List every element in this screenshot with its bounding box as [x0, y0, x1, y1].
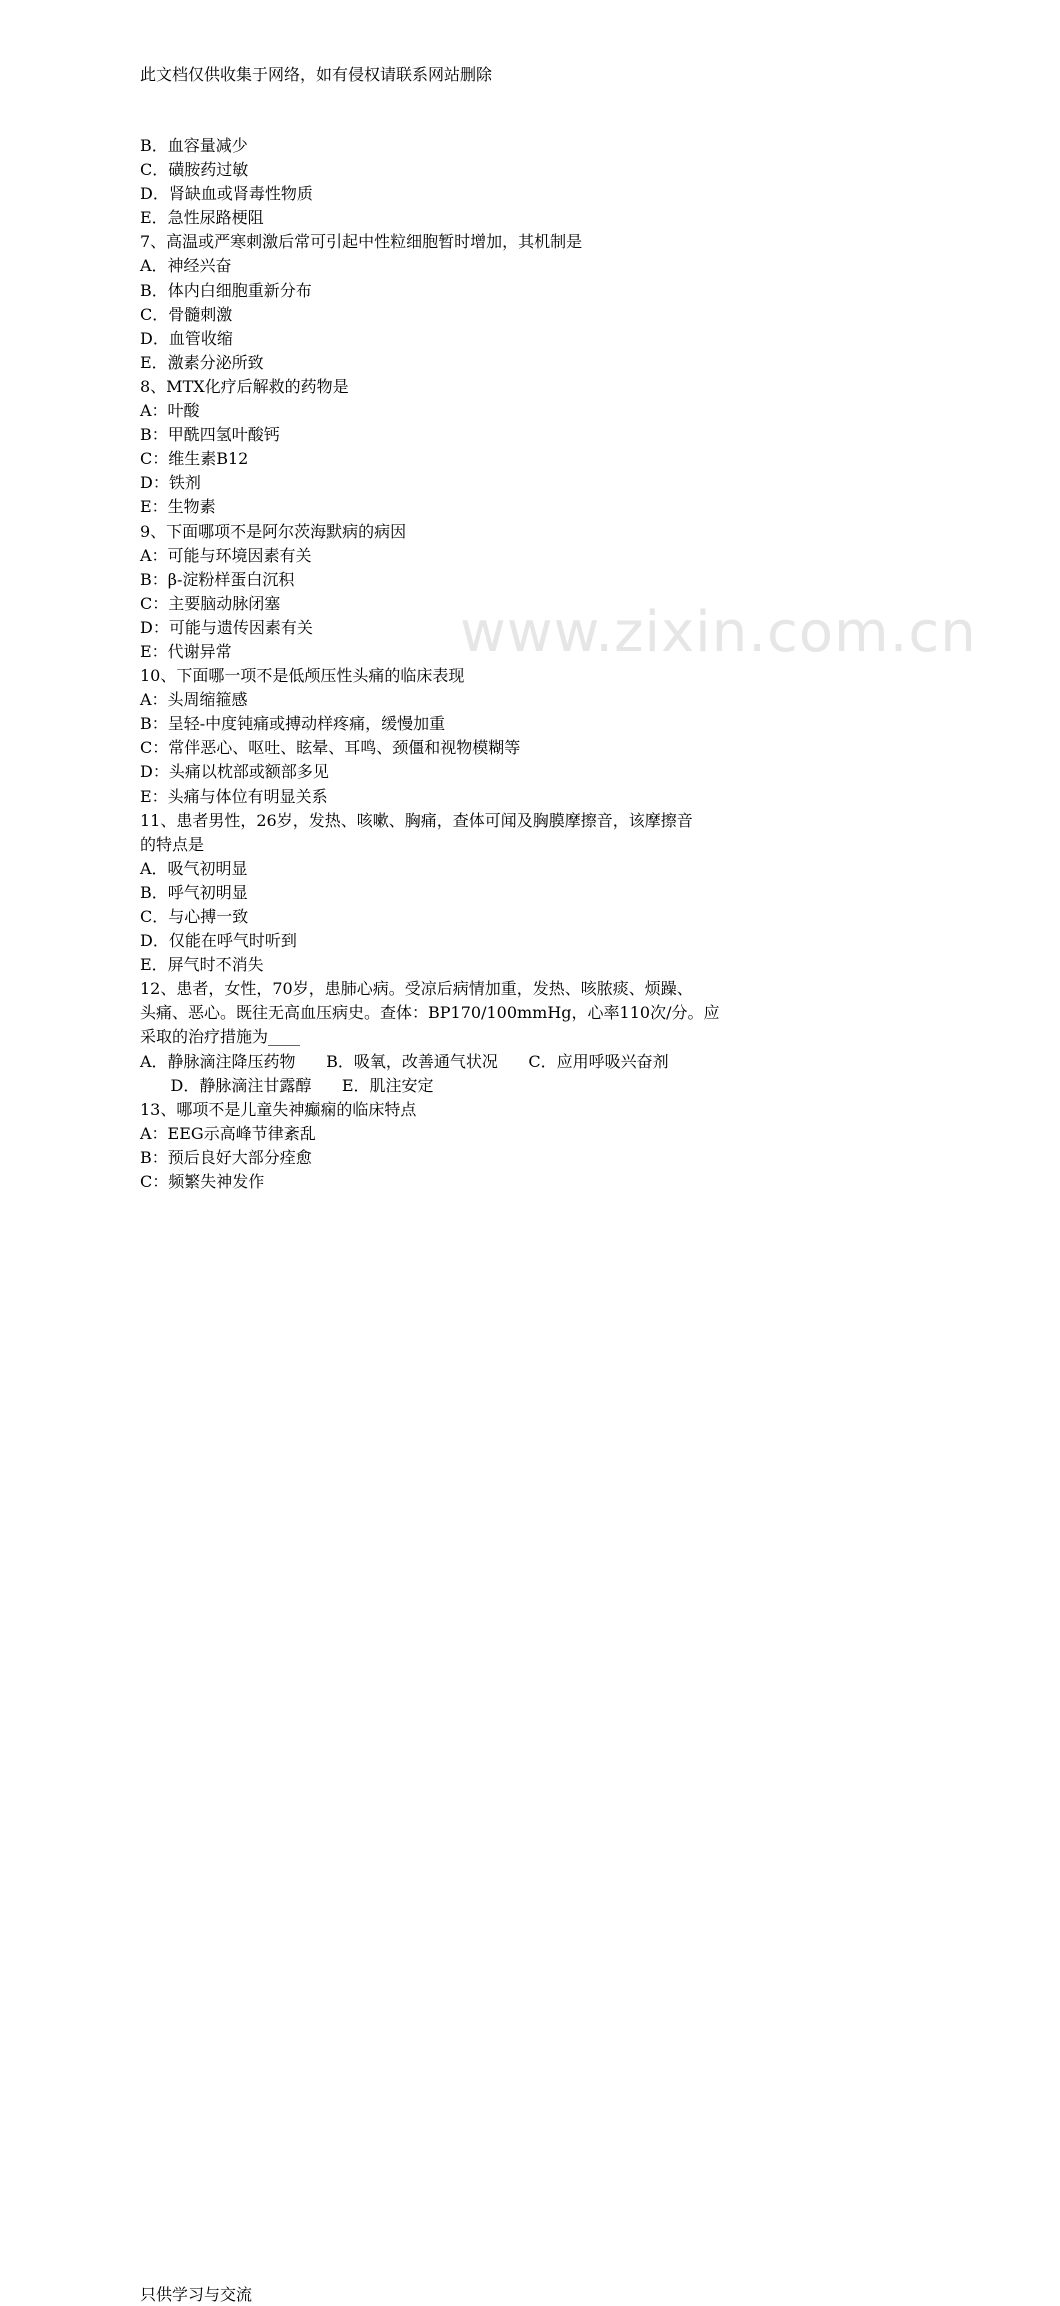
text-line: C：频繁失神发作 [140, 1172, 265, 1192]
text-line: E．激素分泌所致 [140, 352, 264, 372]
text-line: C：常伴恶心、呕吐、眩晕、耳鸣、颈僵和视物模糊等 [140, 738, 521, 758]
text-line: B：呈轻-中度钝痛或搏动样疼痛，缓慢加重 [140, 714, 446, 734]
text-line: E：生物素 [140, 497, 216, 517]
text-line: B：β-淀粉样蛋白沉积 [140, 569, 295, 589]
document-body [140, 134, 790, 1194]
text-line: C．与心搏一致 [140, 907, 249, 926]
text-line: A：EEG示高峰节律紊乱 [140, 1123, 316, 1143]
text-line: A．吸气初明显 [140, 858, 248, 878]
text-line: C：维生素B12 [140, 449, 249, 469]
text-line: 8、MTX化疗后解救的药物是 [140, 376, 349, 396]
text-line: A：头周缩箍感 [140, 690, 248, 710]
text-line: 7、高温或严寒刺激后常可引起中性粒细胞暂时增加，其机制是 [140, 232, 583, 252]
text-line: 10、下面哪一项不是低颅压性头痛的临床表现 [140, 666, 465, 686]
text-line: 9、下面哪项不是阿尔茨海默病的病因 [140, 521, 407, 541]
text-line: E：头痛与体位有明显关系 [140, 786, 328, 806]
text-line: D．肾缺血或肾毒性物质 [140, 184, 313, 204]
text-line: C．骨髓刺激 [140, 304, 233, 324]
text-line: 13、哪项不是儿童失神癫痫的临床特点 [140, 1099, 417, 1119]
text-line: 采取的治疗措施为____ [140, 1027, 301, 1047]
text-line: E．急性尿路梗阻 [140, 208, 264, 228]
text-line: A：叶酸 [140, 401, 200, 421]
text-line: D：铁剂 [140, 473, 201, 493]
text-line: B．体内白细胞重新分布 [140, 280, 312, 300]
text-line: B：预后良好大部分痊愈 [140, 1147, 312, 1167]
text-line: 12、患者，女性，70岁，患肺心病。受凉后病情加重，发热、咳脓痰、烦躁、 [140, 979, 693, 999]
watermark: www.zixin.com.cn [460, 600, 977, 665]
text-line: A：可能与环境因素有关 [140, 545, 312, 565]
text-line: C．磺胺药过敏 [140, 160, 249, 180]
text-line: 11、患者男性，26岁，发热、咳嗽、胸痛，查体可闻及胸膜摩擦音，该摩擦音 [140, 810, 693, 830]
text-line: B：甲酰四氢叶酸钙 [140, 425, 280, 445]
text-line: 的特点是 [140, 834, 205, 854]
text-line: A．神经兴奋 [140, 256, 232, 276]
text-line: D．仅能在呼气时听到 [140, 931, 297, 951]
text-line: E．屏气时不消失 [140, 955, 264, 975]
text-line: B．血容量减少 [140, 136, 248, 155]
text-line: A．静脉滴注降压药物 B．吸氧，改善通气状况 C．应用呼吸兴奋剂 [140, 1051, 669, 1071]
text-line: 头痛、恶心。既往无高血压病史。查体：BP170/100mmHg，心率110次/分。应 [140, 1003, 720, 1023]
text-line: D：头痛以枕部或额部多见 [140, 762, 329, 782]
page-footer: 只供学习与交流 [140, 2285, 253, 2305]
page-header: 此文档仅供收集于网络，如有侵权请联系网站删除 [140, 65, 493, 84]
text-line: D：可能与遗传因素有关 [140, 617, 313, 637]
text-line: E：代谢异常 [140, 641, 232, 661]
text-line: B．呼气初明显 [140, 882, 248, 902]
text-line: C：主要脑动脉闭塞 [140, 593, 281, 613]
text-line: D．静脉滴注甘露醇 E．肌注安定 [140, 1075, 434, 1095]
text-line: D．血管收缩 [140, 328, 233, 348]
